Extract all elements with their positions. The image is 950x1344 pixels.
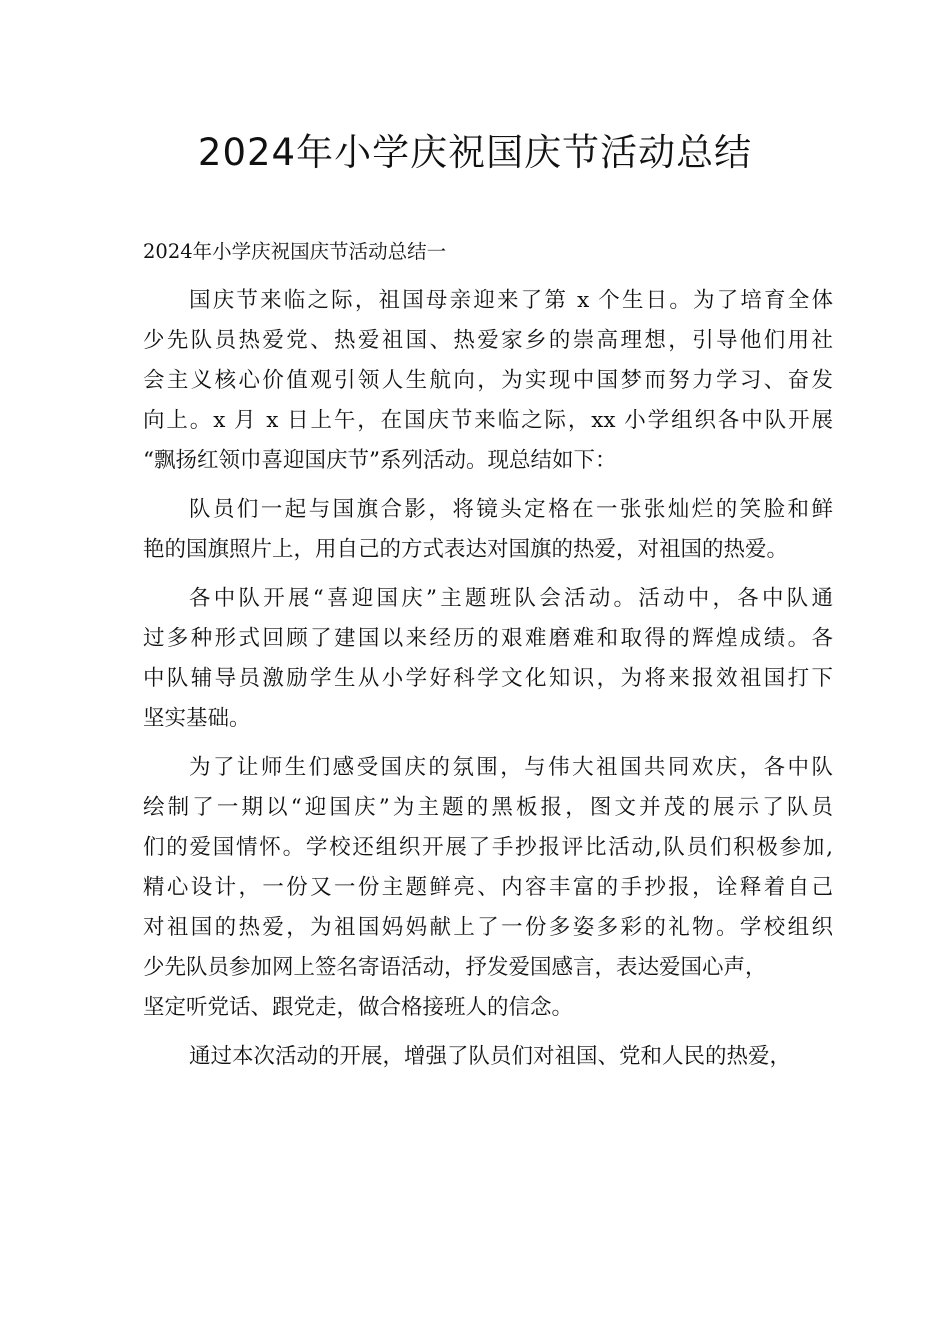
paragraph-line: 们的爱国情怀。学校还组织开展了手抄报评比活动,队员们积极参加, [143,835,833,860]
paragraph-line: 少先队员参加网上签名寄语活动，抒发爱国感言，表达爱国心声， [143,955,767,980]
paragraph-line: 坚实基础。 [143,706,251,731]
paragraph-line: 为了让师生们感受国庆的氛围，与伟大祖国共同欢庆，各中队 [189,755,833,780]
paragraph-line: 绘制了一期以“迎国庆”为主题的黑板报，图文并茂的展示了队员 [143,795,833,820]
paragraph-line: 少先队员热爱党、热爱祖国、热爱家乡的崇高理想，引导他们用社 [143,328,833,353]
paragraph-3 [143,579,833,739]
paragraph-line: 过多种形式回顾了建国以来经历的艰难磨难和取得的辉煌成绩。各 [143,626,833,651]
paragraph-line: 各中队开展“喜迎国庆”主题班队会活动。活动中，各中队通 [189,586,833,611]
paragraph-4 [143,748,833,1028]
document-body [143,232,833,1086]
paragraph-line: 坚定听党话、跟党走，做合格接班人的信念。 [143,995,574,1020]
document-title: 2024年小学庆祝国庆节活动总结 [197,131,753,174]
paragraph-2 [143,490,833,570]
paragraph-line: 队员们一起与国旗合影，将镜头定格在一张张灿烂的笑脸和鲜 [189,497,833,522]
paragraph-line: 精心设计，一份又一份主题鲜亮、内容丰富的手抄报，诠释着自己 [143,875,833,900]
paragraph-line: 通过本次活动的开展，增强了队员们对祖国、党和人民的热爱， [189,1044,792,1069]
paragraph-line: 对祖国的热爱，为祖国妈妈献上了一份多姿多彩的礼物。学校组织 [143,915,833,940]
paragraph-line: 向上。x 月 x 日上午，在国庆节来临之际，xx 小学组织各中队开展 [143,408,833,433]
paragraph-line: 艳的国旗照片上，用自己的方式表达对国旗的热爱，对祖国的热爱。 [143,537,789,562]
paragraph-line: 会主义核心价值观引领人生航向，为实现中国梦而努力学习、奋发 [143,368,833,393]
paragraph-5 [143,1037,833,1077]
paragraph-line: 国庆节来临之际，祖国母亲迎来了第 x 个生日。为了培育全体 [189,288,833,313]
section-heading: 2024年小学庆祝国庆节活动总结一 [143,240,447,263]
paragraph-1 [143,281,833,481]
paragraph-line: “飘扬红领巾喜迎国庆节”系列活动。现总结如下： [143,448,617,473]
paragraph-line: 中队辅导员激励学生从小学好科学文化知识，为将来报效祖国打下 [143,666,833,691]
